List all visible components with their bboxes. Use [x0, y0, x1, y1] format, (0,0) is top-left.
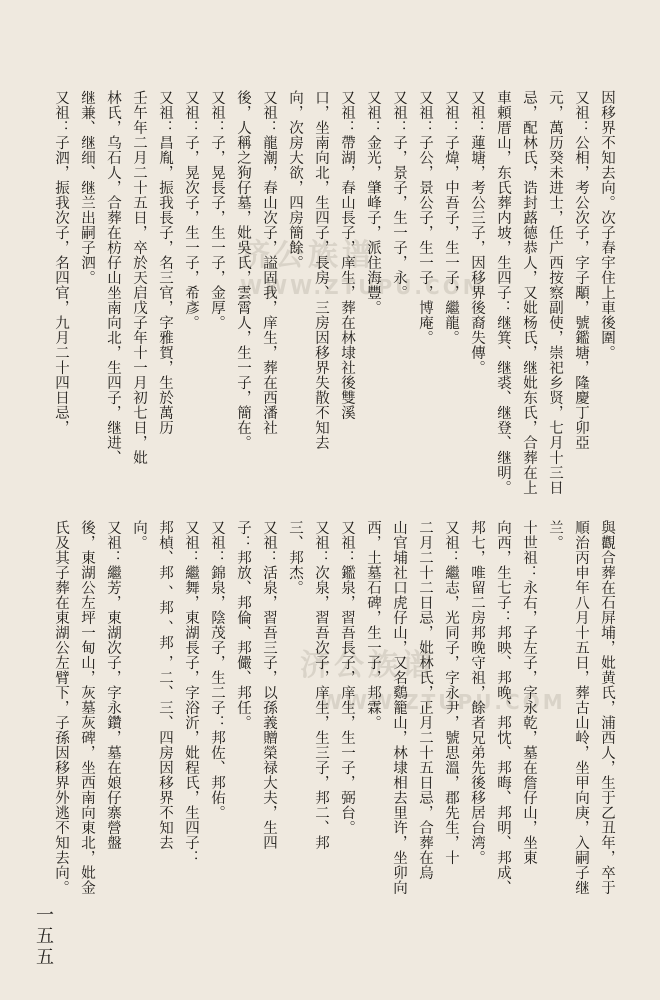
top-text-column: 又祖：昌胤，振我長子，名三官，字雅賀，生於萬历 [157, 90, 173, 435]
bottom-text-column: 與觀合葬在石屏埔，妣黄氏，浦西人，生于乙丑年，卒于 [599, 520, 615, 895]
top-text-column: 因移界不知去向。次子春宇住上車後圍。 [599, 90, 615, 360]
bottom-text-column: 又祖：次泉，習吾次子，庠生，生三子，邦二、邦 [313, 520, 329, 850]
top-text-column: 壬午年二月二十五日，卒於天启戊子年十一月初七日，妣 [131, 90, 147, 465]
bottom-text-column: 十世祖：永右，子左子，字永乾，墓在詹仔山，坐東 [521, 520, 537, 865]
bottom-text-column: 又祖：活泉，習吾三子，以孫義贈榮禄大夫，生四 [261, 520, 277, 850]
top-text-column: 又祖：子泗，振我次子，名四官，九月二十四日忌， [53, 90, 69, 435]
bottom-text-column: 向西，生七子：邦映、邦晚、邦忱、邦晦、邦明、邦成、 [495, 520, 511, 895]
top-text-column: 又祖：子，景子，生一子，永。 [391, 90, 407, 300]
bottom-text-column: 兰。 [547, 520, 563, 550]
top-text-column: 又祖：蓮塘，考公三子，因移界後裔失傳。 [469, 90, 485, 375]
top-text-column: 又祖：子公，景公子，生一子，博庵。 [417, 90, 433, 345]
bottom-text-column: 又祖：繼舞，東湖長子，字浴沂，妣程氏，生四子： [183, 520, 199, 865]
top-text-column: 口，坐南向北，生四子，長房、三房因移界失散不知去 [313, 90, 329, 450]
bottom-text-column: 又祖：鑑泉，習吾長子，庠生，生一子，弼台。 [339, 520, 355, 835]
top-text-column: 元，萬历癸未进士，任广西按察副使，崇祀乡贤，七月十三日 [547, 90, 563, 495]
top-text-column: 又祖：公相，考公次子，字子顒，號鑑塘，隆慶丁卯亞 [573, 90, 589, 450]
bottom-text-column: 又祖：錦泉，陰茂子，生二子：邦佐、邦佑。 [209, 520, 225, 820]
bottom-text-column: 向。 [131, 520, 147, 550]
top-text-column: 继兼、继细、继兰出嗣子泗。 [79, 90, 95, 285]
watermark-bottom: 济公族谱 [300, 648, 436, 683]
top-text-column: 又祖：子，晃長子，生一子，金厚。 [209, 90, 225, 330]
top-text-column: 又祖：帶湖，春山長子，庠生，葬在林埭社後雙溪 [339, 90, 355, 420]
top-text-column: 林氏，乌石人，合葬在枋仔山坐南向北，生四子，继进、 [105, 90, 121, 465]
top-text-column: 又祖：子，晃次子，生一子，希彥。 [183, 90, 199, 330]
bottom-text-column: 氏及其子葬在東湖公左臂下，子孫因移界外逃不知去向。 [53, 520, 69, 895]
top-text-column: 後，人稱之狗仔墓，妣吳氏，雲霄人，生一子，簡在。 [235, 90, 251, 450]
bottom-text-column: 二月二十二日忌，妣林氏，正月二十五日忌，合葬在烏 [417, 520, 433, 880]
watermark-top: 济公族谱 [240, 238, 376, 273]
bottom-text-column: 又祖：繼志，光同子，字永尹，號思溫，郡先生，十 [443, 520, 459, 865]
bottom-text-column: 後，東湖公左坪一甸山，灰墓灰碑，坐西南向東北，妣金 [79, 520, 95, 895]
top-text-column: 忌，配林氏，诰封蕗德恭人，又妣杨氏，继妣东氏，合葬在上 [521, 90, 537, 495]
bottom-text-column: 邦楨、邦 、邦 、邦 ，二、三、四房因移界不知去 [157, 520, 173, 851]
bottom-text-column: 又祖：繼芳，東湖次子，字永鑽，墓在娘仔寨營盤 [105, 520, 121, 850]
watermark-url-top: WWW.ZTUPU.COM [240, 275, 486, 299]
page-number: 一五五 [33, 905, 54, 968]
top-text-block [48, 90, 620, 510]
top-text-column: 又祖：子煒，中吾子，生一子，繼龍。 [443, 90, 459, 345]
bottom-text-column: 三、邦杰。 [287, 520, 303, 595]
bottom-text-column: 西，土墓石碑，生一子，邦霖。 [365, 520, 381, 730]
watermark-url-bottom: WWW.ZTUPU.COM [320, 690, 566, 714]
bottom-text-column: 山官埔社口虎仔山，又名鷄籠山，林埭相去里许，坐卯向 [391, 520, 407, 895]
bottom-text-block [48, 520, 620, 930]
bottom-text-column: 邦七，唯留二房邦晚守祖，餘者兄弟先後移居台湾。 [469, 520, 485, 865]
top-text-column: 又祖：金光，肇峰子，派住海豐。 [365, 90, 381, 315]
bottom-text-column: 順治丙申年八月十五日，葬古山岭，坐甲向庚，入嗣子继 [573, 520, 589, 895]
top-text-column: 又祖：龍潮，春山次子，謚固我，庠生，葬在西潘社 [261, 90, 277, 435]
bottom-text-column: 子：邦放、邦倫、邦儼、邦任。 [235, 520, 251, 730]
top-text-column: 車頼厝山，东氏葬内坡，生四子：继箕、继裘、继登、继明。 [495, 90, 511, 495]
top-text-column: 向，次房大欲，四房簡餘。 [287, 90, 303, 270]
